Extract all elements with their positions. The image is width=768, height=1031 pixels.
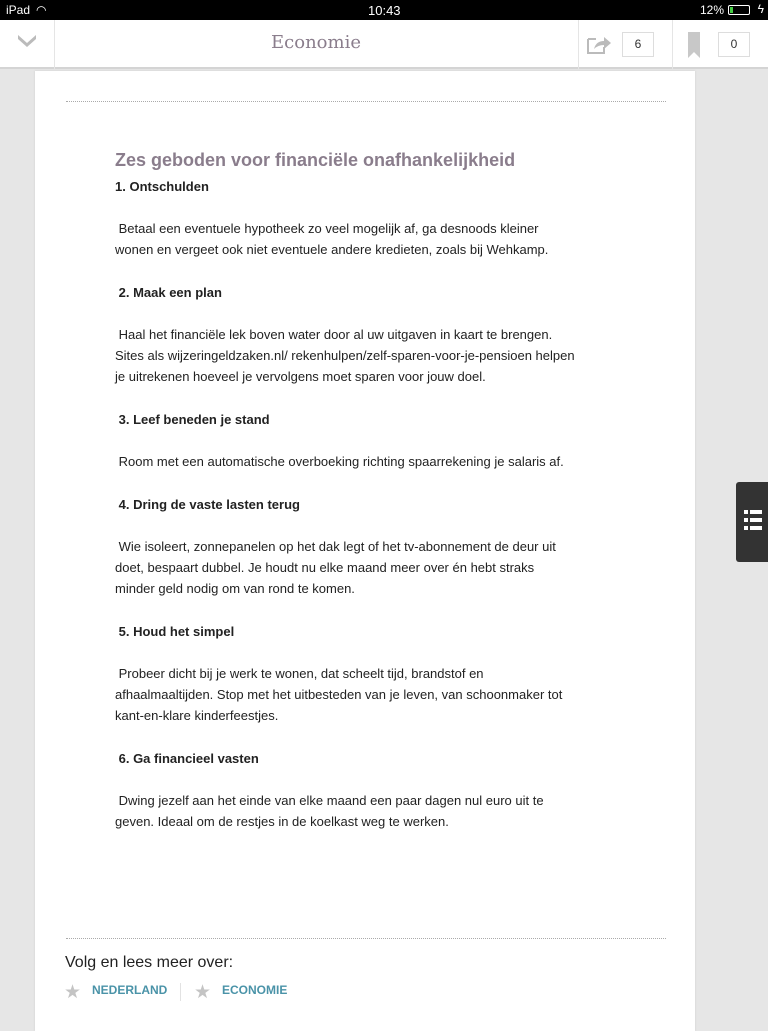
section-title: 6. Ga financieel vasten [115, 751, 259, 766]
section-title: 3. Leef beneden je stand [115, 412, 270, 427]
toc-button[interactable] [736, 482, 768, 562]
paragraph-line: Probeer dicht bij je werk te wonen, dat scheelt tijd, brandstof en [115, 666, 484, 681]
paragraph-line: wonen en vergeet ook niet eventuele andere kredieten, zoals bij Wehkamp. [115, 242, 549, 257]
paragraph-line: Dwing jezelf aan het einde van elke maand een paar dagen nul euro uit te [115, 793, 544, 808]
device-label: iPad [6, 3, 31, 17]
paragraph-line: afhaalmaaltijden. Stop met het uitbesteden van je leven, van schoonmaker tot [115, 687, 563, 702]
paragraph-line: Betaal een eventuele hypotheek zo veel mogelijk af, ga desnoods kleiner [115, 221, 539, 236]
battery-icon [728, 5, 750, 15]
section-paragraph [115, 218, 635, 260]
divider [66, 938, 666, 939]
article-card [35, 71, 695, 1031]
section-title: 5. Houd het simpel [115, 624, 235, 639]
list-icon [736, 482, 768, 562]
status-bar [0, 0, 768, 20]
paragraph-line: Sites als wijzeringeldzaken.nl/ rekenhulpen/zelf-sparen-voor-je-pensioen helpen [115, 348, 575, 363]
section-paragraph [115, 536, 635, 599]
charging-icon: ϟ [757, 2, 764, 16]
article-body [115, 149, 635, 854]
star-icon[interactable]: ★ [64, 982, 82, 1003]
share-icon[interactable] [586, 33, 612, 60]
section-paragraph [115, 790, 635, 832]
paragraph-line: Room met een automatische overboeking richting spaarrekening je salaris af. [115, 454, 564, 469]
wifi-icon: ◠ [36, 3, 47, 17]
divider [66, 101, 666, 102]
paragraph-line: kant-en-klare kinderfeestjes. [115, 708, 279, 723]
section-title: 1. Ontschulden [115, 179, 209, 194]
section-paragraph [115, 663, 635, 726]
follow-label: Volg en lees meer over: [65, 954, 234, 971]
section-paragraph [115, 451, 635, 472]
top-nav [0, 20, 768, 69]
paragraph-line: doet, bespaart dubbel. Je houdt nu elke maand meer over én hebt straks [115, 560, 535, 575]
article-heading: Zes geboden voor financiële onafhankelijkheid [115, 150, 516, 170]
tag-economie[interactable]: ECONOMIE [222, 983, 288, 997]
paragraph-line: minder geld nodig om van rond te komen. [115, 581, 355, 596]
divider [180, 983, 181, 1001]
paragraph-line: geven. Ideaal om de restjes in de koelkast weg te werken. [115, 814, 449, 829]
paragraph-line: je uitrekenen hoeveel je vervolgens moet sparen voor jouw doel. [115, 369, 486, 384]
paragraph-line: Haal het financiële lek boven water door al uw uitgaven in kaart te brengen. [115, 327, 553, 342]
paragraph-line: Wie isoleert, zonnepanelen op het dak legt of het tv-abonnement de deur uit [115, 539, 556, 554]
tag-nederland[interactable]: NEDERLAND [92, 983, 168, 997]
battery-percent: 12% [699, 3, 724, 17]
section-title: 4. Dring de vaste lasten terug [115, 497, 300, 512]
bookmark-icon[interactable] [688, 32, 700, 63]
section-title: Economie [271, 32, 361, 53]
star-icon[interactable]: ★ [194, 982, 212, 1003]
bookmark-count[interactable]: 0 [718, 32, 750, 57]
section-paragraph [115, 324, 635, 387]
share-count[interactable]: 6 [622, 32, 654, 57]
section-title: 2. Maak een plan [115, 285, 222, 300]
clock: 10:43 [368, 3, 401, 18]
